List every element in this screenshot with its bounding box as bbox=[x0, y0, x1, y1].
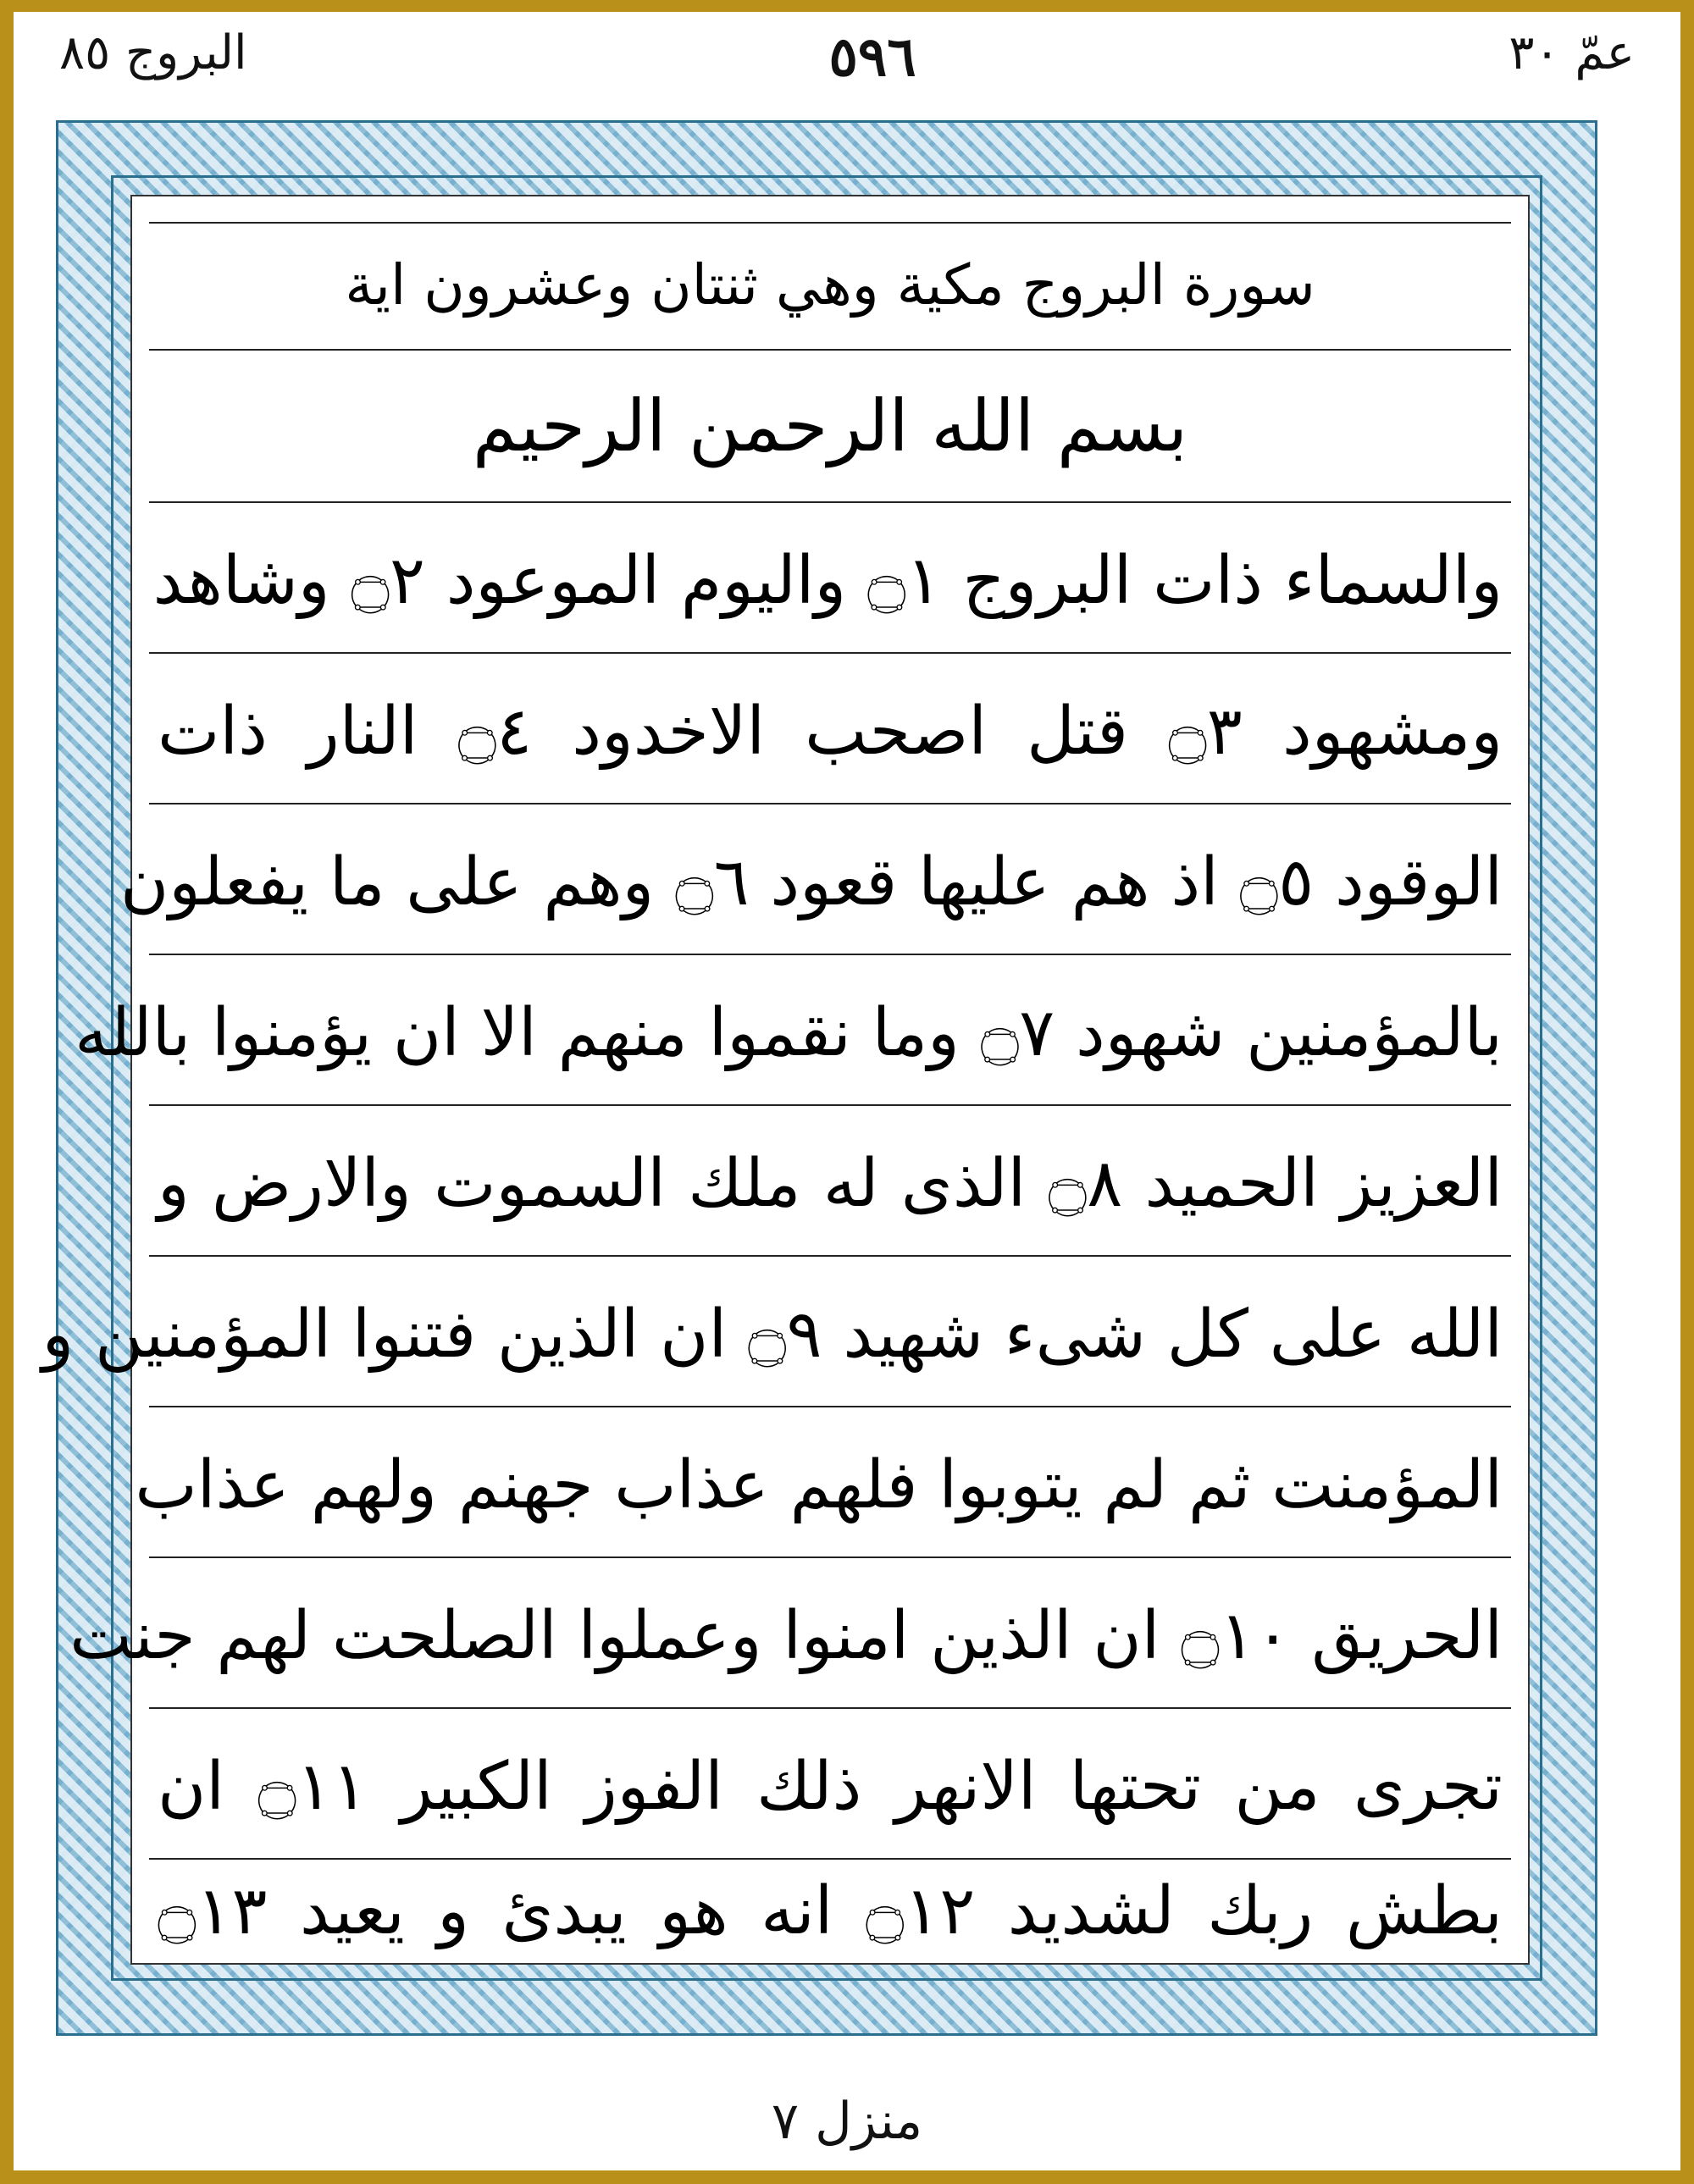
page-number: ٥٩٦ bbox=[828, 25, 916, 89]
rule-line bbox=[149, 1406, 1511, 1407]
rule-line bbox=[149, 1858, 1511, 1860]
surah-name-label: البروج ٨٥ bbox=[59, 25, 247, 80]
rule-line bbox=[149, 652, 1511, 654]
surah-title: سورة البروج مكية وهي ثنتان وعشرون اية bbox=[345, 252, 1315, 318]
rule-line bbox=[149, 803, 1511, 804]
rule-line bbox=[149, 1104, 1511, 1106]
rule-line bbox=[149, 1707, 1511, 1709]
bismillah: بسم الله الرحمن الرحيم bbox=[472, 384, 1188, 467]
rule-line bbox=[149, 222, 1511, 224]
text-panel bbox=[42, 195, 1530, 1965]
rule-line bbox=[149, 501, 1511, 503]
rule-line bbox=[149, 349, 1511, 351]
verse-line-2: ومشهود ۝٣ قتل اصحب الاخدود ۝٤ النار ذات bbox=[158, 694, 1503, 770]
verse-line-6: الله على كل شىء شهيد ۝٩ ان الذين فتنوا المؤمنين و bbox=[42, 1297, 1503, 1373]
verse-line-9: تجرى من تحتها الانهر ذلك الفوز الكبير ۝١١ ان bbox=[158, 1749, 1503, 1825]
page-header bbox=[25, 17, 1669, 119]
verse-line-3: الوقود ۝٥ اذ هم عليها قعود ۝٦ وهم على ما يفعلون bbox=[119, 844, 1503, 921]
verse-line-8: الحريق ۝١٠ ان الذين امنوا وعملوا الصلحت لهم جنت bbox=[69, 1598, 1503, 1674]
verse-line-10: بطش ربك لشديد ۝١٢ انه هو يبدئ و يعيد ۝١٣ bbox=[158, 1873, 1503, 1949]
rule-line bbox=[149, 954, 1511, 955]
verse-line-1: والسماء ذات البروج ۝١ واليوم الموعود ۝٢ وشاهد bbox=[152, 543, 1503, 619]
verse-line-4: بالمؤمنين شهود ۝٧ وما نقموا منهم الا ان يؤمنوا بالله bbox=[75, 995, 1503, 1071]
verse-line-7: المؤمنت ثم لم يتوبوا فلهم عذاب جهنم ولهم عذاب bbox=[135, 1447, 1503, 1523]
manzil-footer: منزل ٧ bbox=[771, 2092, 923, 2151]
rule-line bbox=[149, 1255, 1511, 1257]
verse-line-5: العزيز الحميد ۝٨ الذى له ملك السموت والارض و bbox=[158, 1146, 1503, 1222]
rule-line bbox=[149, 1556, 1511, 1558]
juz-label: عمّ ٣٠ bbox=[1509, 25, 1635, 80]
